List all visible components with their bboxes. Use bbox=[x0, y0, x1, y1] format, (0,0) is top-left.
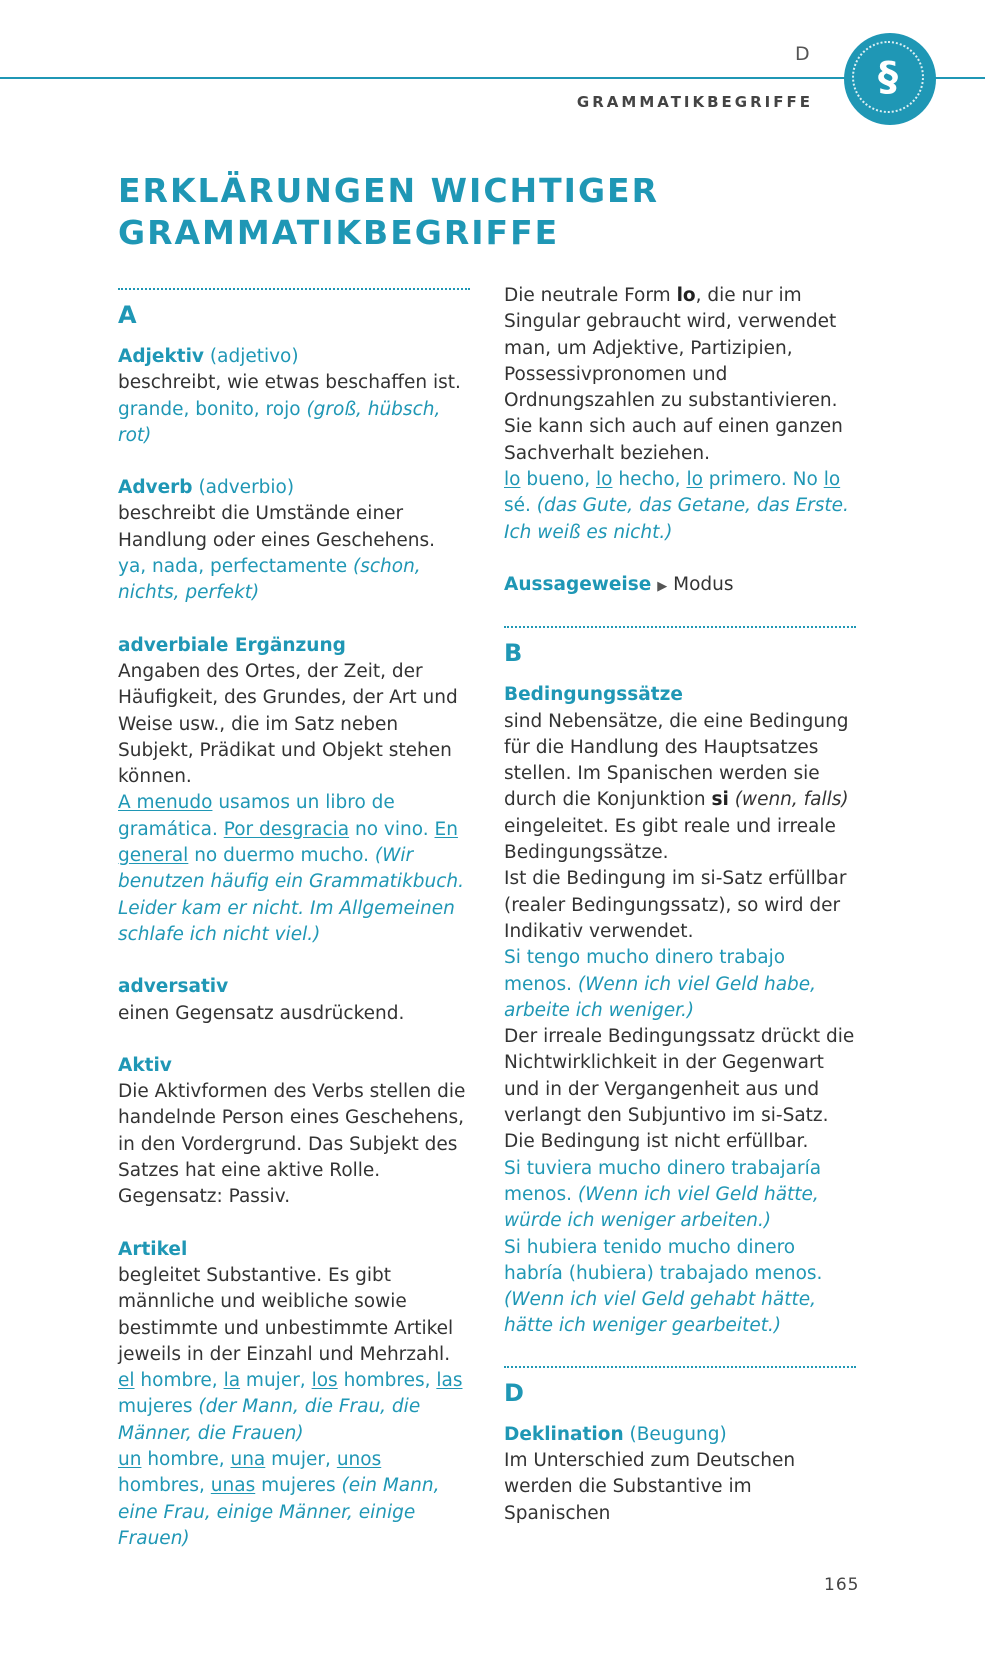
dotted-divider bbox=[118, 288, 470, 290]
term: Adverb bbox=[118, 477, 193, 499]
example: ya, nada, perfectamente (schon, nichts, perfekt) bbox=[118, 556, 421, 604]
entry-adversativ bbox=[118, 974, 470, 1027]
term: Aktiv bbox=[118, 1054, 172, 1076]
example: grande, bonito, rojo (groß, hübsch, rot) bbox=[118, 398, 441, 446]
page-number: 165 bbox=[824, 1575, 860, 1595]
section-label: GRAMMATIKBEGRIFFE bbox=[576, 93, 813, 111]
term: Aussageweise bbox=[504, 573, 652, 595]
right-column bbox=[504, 283, 856, 1553]
example: el hombre, la mujer, los hombres, las mujeres (der Mann, die Frau, die Männer, die Frauen) bbox=[118, 1370, 463, 1444]
dotted-divider bbox=[504, 1366, 856, 1368]
example: A menudo usamos un libro de gramática. Por desgracia no vino. En general no duermo mucho. (Wir benutzen häufig ein Grammatikbuch. Leider kam er nicht. Im Allgemeinen schlafe ich nicht viel.) bbox=[118, 792, 465, 945]
example: un hombre, una mujer, unos hombres, unas mujeres (ein Mann, eine Frau, einige Männer, einige Frauen) bbox=[118, 1448, 440, 1549]
paragraph-icon: § bbox=[852, 41, 924, 113]
section-letter-d: D bbox=[504, 1378, 524, 1407]
description: begleitet Substantive. Es gibt männliche und weibliche sowie bestimmte und unbestimmte Artikel jeweils in der Einzahl und Mehrzahl. bbox=[118, 1264, 454, 1365]
example: Si tengo mucho dinero trabajo menos. (Wenn ich viel Geld habe, arbeite ich weniger.) bbox=[504, 947, 817, 1021]
entry-deklination bbox=[504, 1422, 856, 1527]
cross-reference: Modus bbox=[673, 573, 734, 595]
chapter-letter: D bbox=[795, 43, 810, 65]
description: beschreibt die Umstände einer Handlung oder eines Geschehens. bbox=[118, 503, 435, 551]
translation: (adverbio) bbox=[198, 477, 295, 499]
entry-aktiv bbox=[118, 1053, 470, 1211]
entry-artikel bbox=[118, 1237, 470, 1553]
term: Adjektiv bbox=[118, 346, 204, 367]
description: sind Nebensätze, die eine Bedingung für die Handlung des Hauptsatzes stellen. Im Spanischen werden sie durch die Konjunktion si (wenn, falls) eingeleitet. Es gibt reale und irreale Bedingungssätze. bbox=[504, 710, 849, 864]
page-title: ERKLÄRUNGEN WICHTIGER GRAMMATIKBEGRIFFE bbox=[118, 171, 659, 252]
description: Ist die Bedingung im si-Satz erfüllbar (realer Bedingungssatz), so wird der Indikativ verwendet. bbox=[504, 868, 847, 942]
term: Deklination bbox=[504, 1423, 624, 1445]
description: Die neutrale Form lo, die nur im Singular gebraucht wird, verwendet man, um Adjektive, Partizipien, Possessivpronomen und Ordnungszahlen zu substantivieren. Sie kann sich auch auf einen ganzen Sachverhalt beziehen. bbox=[504, 285, 843, 464]
term: Artikel bbox=[118, 1238, 188, 1260]
term: Bedingungssätze bbox=[504, 684, 683, 706]
entry-adjektiv bbox=[118, 344, 470, 449]
dotted-divider bbox=[504, 626, 856, 628]
description: Im Unterschied zum Deutschen werden die Substantive im Spanischen bbox=[504, 1449, 796, 1524]
description: Angaben des Ortes, der Zeit, der Häufigkeit, des Grundes, der Art und Weise usw., die im Satz neben Subjekt, Prädikat und Objekt stehen können. bbox=[118, 660, 458, 788]
example: lo bueno, lo hecho, lo primero. No lo sé. (das Gute, das Getane, das Erste. Ich weiß es nicht.) bbox=[504, 469, 849, 543]
entry-adverbiale-ergaenzung bbox=[118, 633, 470, 949]
left-column bbox=[118, 283, 470, 1578]
description: Die Aktivformen des Verbs stellen die handelnde Person eines Geschehens, in den Vordergrund. Das Subjekt des Satzes hat eine aktive Rolle. Gegensatz: Passiv. bbox=[118, 1081, 466, 1208]
description: einen Gegensatz ausdrückend. bbox=[118, 1002, 405, 1024]
description: Der irreale Bedingungssatz drückt die Nichtwirklichkeit in der Gegenwart und in der Vergangenheit aus und verlangt den Subjuntivo im si-Satz. Die Bedingung ist nicht erfüllbar. bbox=[504, 1026, 855, 1153]
description: beschreibt, wie etwas beschaffen ist. bbox=[118, 372, 461, 394]
arrow-right-icon: ▶ bbox=[657, 578, 668, 594]
section-letter-b: B bbox=[504, 639, 523, 668]
entry-bedingungssaetze bbox=[504, 682, 856, 1339]
entry-adverb bbox=[118, 475, 470, 606]
translation: (Beugung) bbox=[629, 1423, 727, 1445]
paragraph-badge bbox=[844, 33, 936, 125]
section-letter-a: A bbox=[118, 301, 137, 329]
entry-lo bbox=[504, 283, 856, 546]
entry-aussageweise bbox=[504, 572, 856, 600]
translation: (adjetivo) bbox=[209, 346, 299, 367]
term: adversativ bbox=[118, 976, 229, 998]
example: Si tuviera mucho dinero trabajaría menos. (Wenn ich viel Geld hätte, würde ich weniger arbeiten.) bbox=[504, 1157, 822, 1232]
term: adverbiale Ergänzung bbox=[118, 634, 346, 656]
header-rule bbox=[0, 77, 985, 79]
example: Si hubiera tenido mucho dinero habría (hubiera) trabajado menos. (Wenn ich viel Geld gehabt hätte, hätte ich weniger gearbeitet.) bbox=[504, 1236, 823, 1337]
